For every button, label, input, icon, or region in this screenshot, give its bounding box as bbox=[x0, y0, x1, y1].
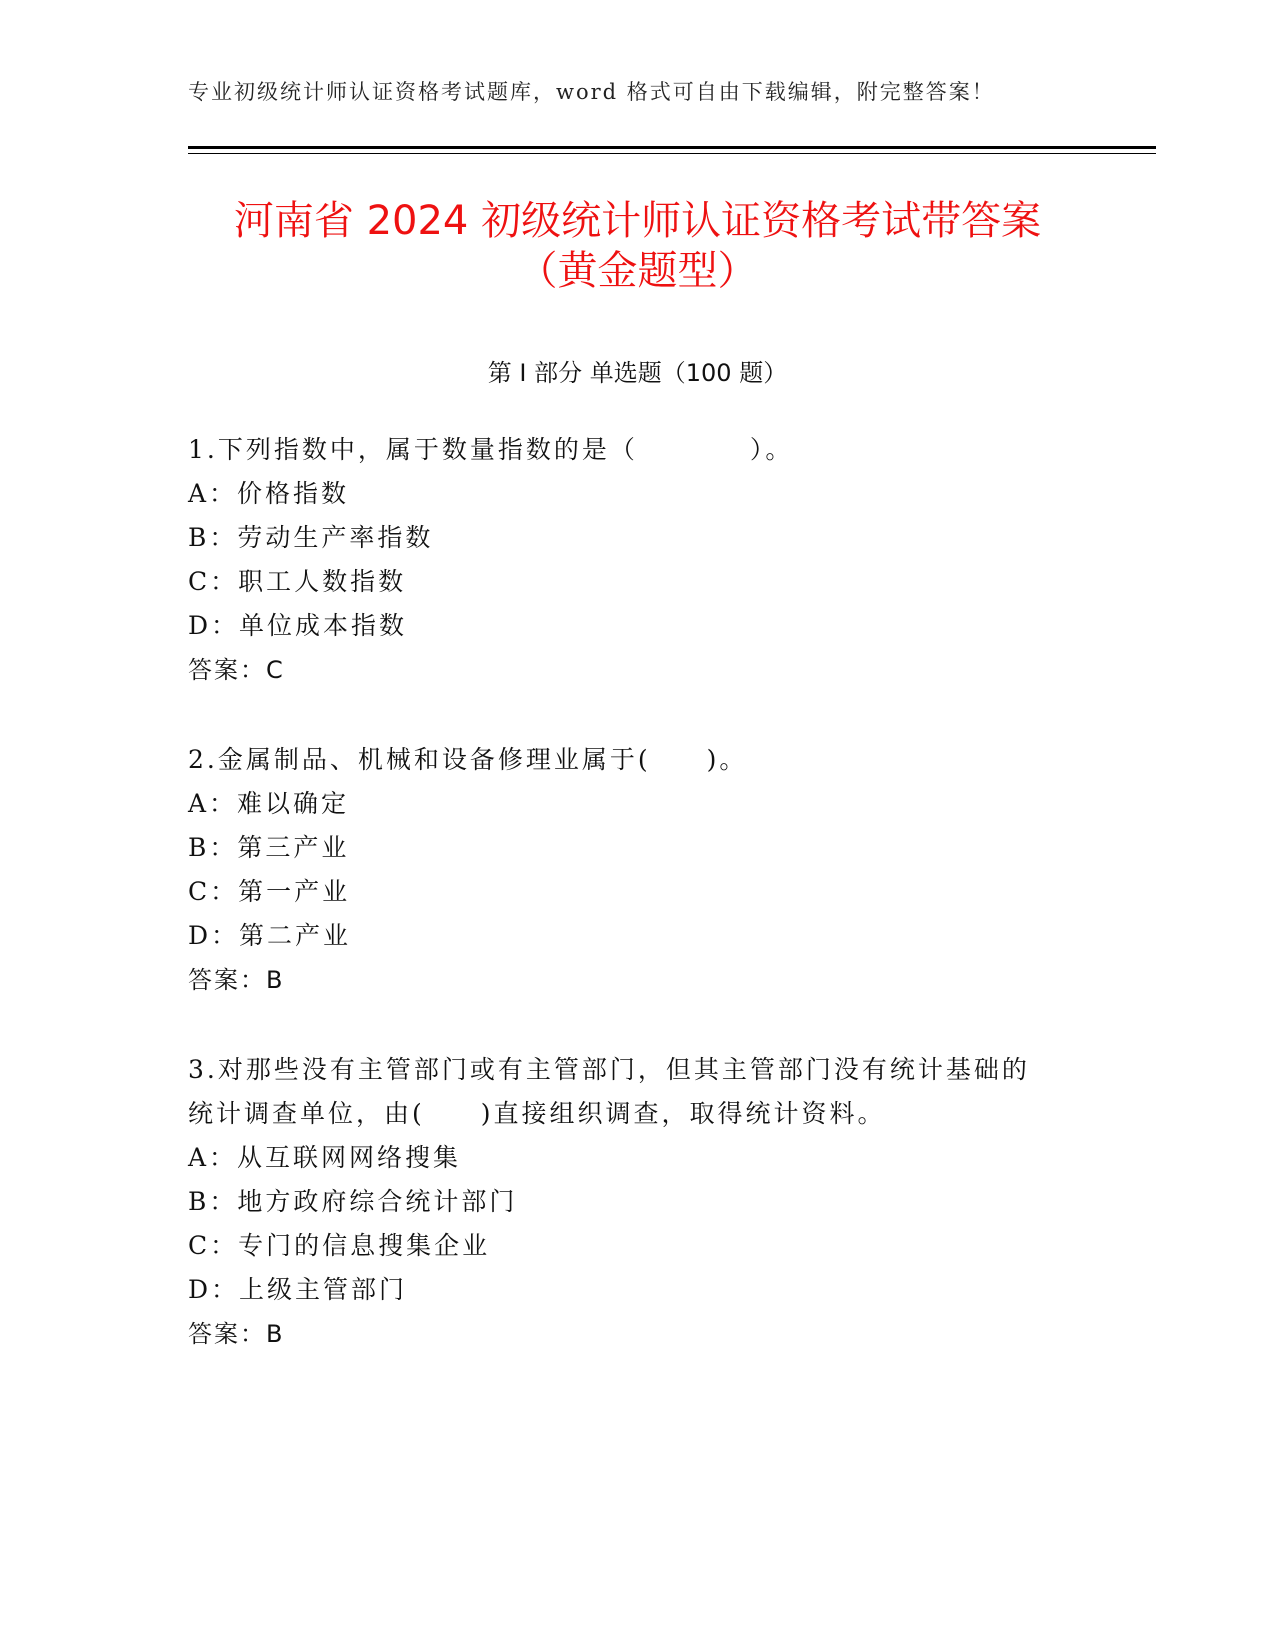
question-2-option-a: A：难以确定 bbox=[188, 789, 350, 818]
question-2-answer: 答案：B bbox=[188, 966, 285, 994]
question-2-option-d: D：第二产业 bbox=[188, 921, 352, 950]
question-3-answer: 答案：B bbox=[188, 1320, 285, 1348]
header-divider-thick bbox=[188, 146, 1156, 149]
section-heading: 第 I 部分 单选题（100 题） bbox=[487, 359, 788, 387]
question-3-stem-line-1: 3.对那些没有主管部门或有主管部门，但其主管部门没有统计基础的 bbox=[188, 1055, 1030, 1084]
question-1-option-c: C：职工人数指数 bbox=[188, 567, 407, 596]
question-1-answer: 答案：C bbox=[188, 656, 285, 684]
question-2-option-c: C：第一产业 bbox=[188, 877, 351, 906]
question-3-option-b: B：地方政府综合统计部门 bbox=[188, 1187, 518, 1216]
title-line-2: （黄金题型） bbox=[517, 248, 758, 294]
question-3-stem-line-2: 统计调查单位，由( )直接组织调查，取得统计资料。 bbox=[188, 1099, 886, 1128]
question-1-option-a: A：价格指数 bbox=[188, 479, 350, 508]
title-line-1: 河南省 2024 初级统计师认证资格考试带答案 bbox=[233, 198, 1042, 244]
question-1-option-d: D：单位成本指数 bbox=[188, 611, 408, 640]
question-2-stem: 2.金属制品、机械和设备修理业属于( )。 bbox=[188, 745, 748, 774]
header-note: 专业初级统计师认证资格考试题库，word 格式可自由下载编辑，附完整答案！ bbox=[188, 80, 995, 104]
question-3-option-c: C：专门的信息搜集企业 bbox=[188, 1231, 491, 1260]
question-3-option-a: A：从互联网网络搜集 bbox=[188, 1143, 462, 1172]
header-divider-thin bbox=[188, 153, 1156, 154]
question-1-option-b: B：劳动生产率指数 bbox=[188, 523, 434, 552]
document-title bbox=[150, 196, 1125, 296]
question-2-option-b: B：第三产业 bbox=[188, 833, 350, 862]
question-1-stem: 1.下列指数中，属于数量指数的是（ ）。 bbox=[188, 435, 794, 464]
question-3-option-d: D：上级主管部门 bbox=[188, 1275, 408, 1304]
